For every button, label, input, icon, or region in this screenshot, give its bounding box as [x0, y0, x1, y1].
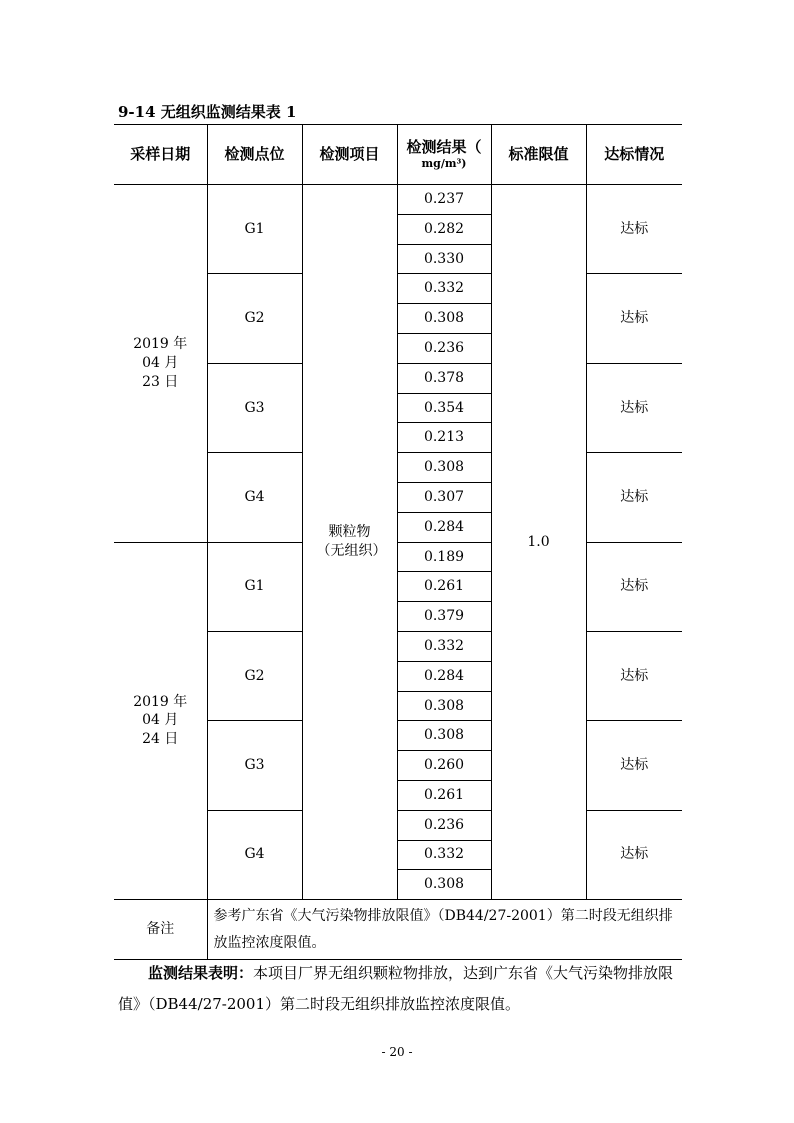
- table-caption: 9-14 无组织监测结果表 1: [118, 103, 297, 121]
- result-value-cell: 0.308: [397, 870, 491, 900]
- table-row: [114, 185, 682, 215]
- result-value-cell: 0.307: [397, 482, 491, 512]
- header-item: 检测项目: [302, 125, 397, 185]
- result-value-cell: 0.237: [397, 185, 491, 215]
- sampling-date-cell: 2019 年 04 月 24 日: [114, 542, 207, 900]
- remark-text: 参考广东省《大气污染物排放限值》（DB44/27-2001）第二时段无组织排放监控浓度限值。: [207, 900, 682, 960]
- standard-limit-cell: 1.0: [491, 185, 586, 900]
- sampling-date-cell: 2019 年 04 月 23 日: [114, 185, 207, 543]
- result-value-cell: 0.261: [397, 780, 491, 810]
- header-status: 达标情况: [586, 125, 682, 185]
- compliance-status-cell: 达标: [586, 453, 682, 542]
- monitoring-point-cell: G1: [207, 542, 302, 631]
- result-value-cell: 0.308: [397, 691, 491, 721]
- result-value-cell: 0.261: [397, 572, 491, 602]
- result-value-cell: 0.236: [397, 333, 491, 363]
- monitoring-point-cell: G1: [207, 185, 302, 274]
- monitoring-point-cell: G2: [207, 274, 302, 363]
- compliance-status-cell: 达标: [586, 721, 682, 810]
- result-value-cell: 0.378: [397, 363, 491, 393]
- header-row: [114, 125, 682, 185]
- header-result: [397, 125, 491, 185]
- monitoring-result-table: [114, 124, 682, 960]
- compliance-status-cell: 达标: [586, 185, 682, 274]
- result-value-cell: 0.308: [397, 721, 491, 751]
- compliance-status-cell: 达标: [586, 274, 682, 363]
- result-value-cell: 0.332: [397, 274, 491, 304]
- result-value-cell: 0.330: [397, 244, 491, 274]
- result-value-cell: 0.308: [397, 304, 491, 334]
- remark-label: 备注: [114, 900, 207, 960]
- result-value-cell: 0.354: [397, 393, 491, 423]
- result-value-cell: 0.308: [397, 453, 491, 483]
- conclusion-paragraph: [118, 958, 678, 1020]
- header-result-unit: mg/m³): [421, 157, 467, 171]
- header-point: 检测点位: [207, 125, 302, 185]
- remark-row: [114, 900, 682, 960]
- result-value-cell: 0.213: [397, 423, 491, 453]
- test-item-cell: 颗粒物（无组织）: [302, 185, 397, 900]
- monitoring-point-cell: G3: [207, 721, 302, 810]
- conclusion-label: 监测结果表明：: [148, 964, 254, 982]
- compliance-status-cell: 达标: [586, 542, 682, 631]
- result-value-cell: 0.236: [397, 810, 491, 840]
- header-date: 采样日期: [114, 125, 207, 185]
- table-row: [114, 542, 682, 572]
- result-value-cell: 0.282: [397, 214, 491, 244]
- result-value-cell: 0.284: [397, 661, 491, 691]
- compliance-status-cell: 达标: [586, 810, 682, 899]
- result-value-cell: 0.332: [397, 631, 491, 661]
- monitoring-point-cell: G4: [207, 453, 302, 542]
- result-value-cell: 0.379: [397, 602, 491, 632]
- conclusion-text: 本项目厂界无组织颗粒物排放，达到广东省《大气污染物排放限值》（DB44/27-2001）第二时段无组织排放监控浓度限值。: [118, 964, 674, 1013]
- page-number: - 20 -: [381, 1045, 413, 1059]
- result-value-cell: 0.284: [397, 512, 491, 542]
- result-value-cell: 0.189: [397, 542, 491, 572]
- header-result-label: 检测结果（: [406, 137, 482, 156]
- compliance-status-cell: 达标: [586, 363, 682, 452]
- compliance-status-cell: 达标: [586, 631, 682, 720]
- header-limit: 标准限值: [491, 125, 586, 185]
- result-value-cell: 0.260: [397, 751, 491, 781]
- result-value-cell: 0.332: [397, 840, 491, 870]
- monitoring-point-cell: G3: [207, 363, 302, 452]
- monitoring-point-cell: G4: [207, 810, 302, 899]
- monitoring-point-cell: G2: [207, 631, 302, 720]
